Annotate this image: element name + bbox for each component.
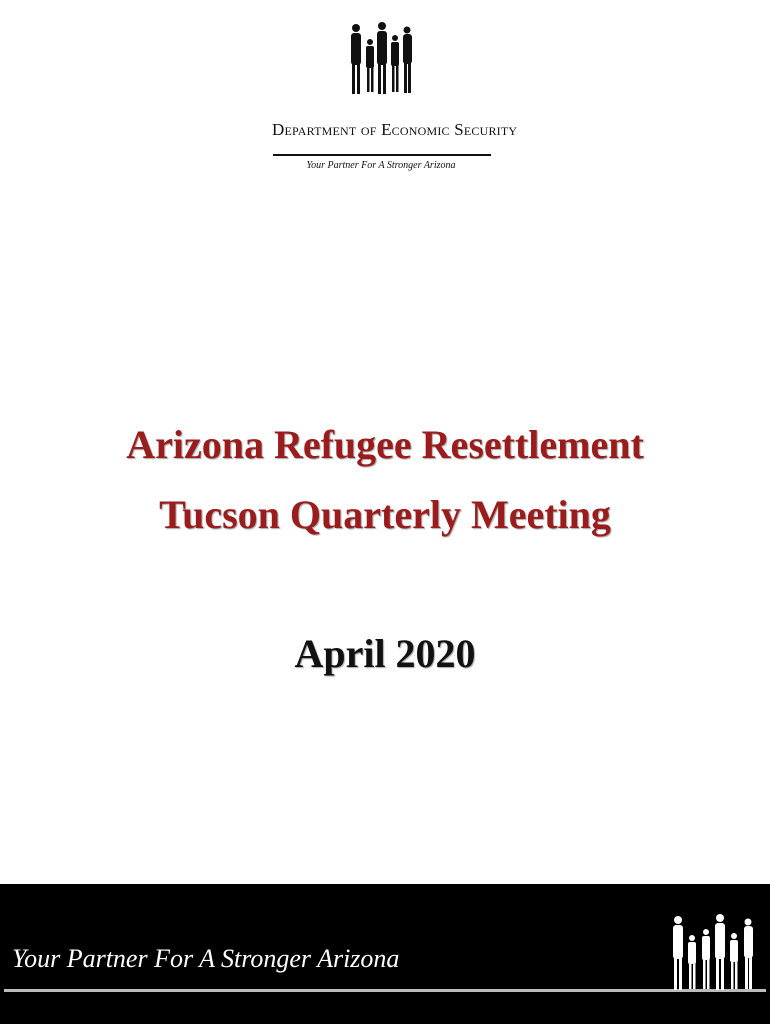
title-line-1: Arizona Refugee Resettlement <box>126 422 644 467</box>
family-figures-icon <box>668 912 758 992</box>
footer-bar <box>0 884 770 1024</box>
footer-divider <box>4 989 766 992</box>
footer-tagline: Your Partner For A Stronger Arizona <box>12 944 400 973</box>
logo-divider <box>273 154 491 156</box>
family-figures-icon <box>348 20 414 96</box>
department-name: Department of Economic Security <box>272 120 518 139</box>
presentation-title <box>0 410 770 550</box>
des-logo <box>270 20 518 171</box>
logo-tagline: Your Partner For A Stronger Arizona <box>306 160 456 171</box>
title-line-2: Tucson Quarterly Meeting <box>159 492 611 537</box>
presentation-date: April 2020 <box>294 631 476 676</box>
